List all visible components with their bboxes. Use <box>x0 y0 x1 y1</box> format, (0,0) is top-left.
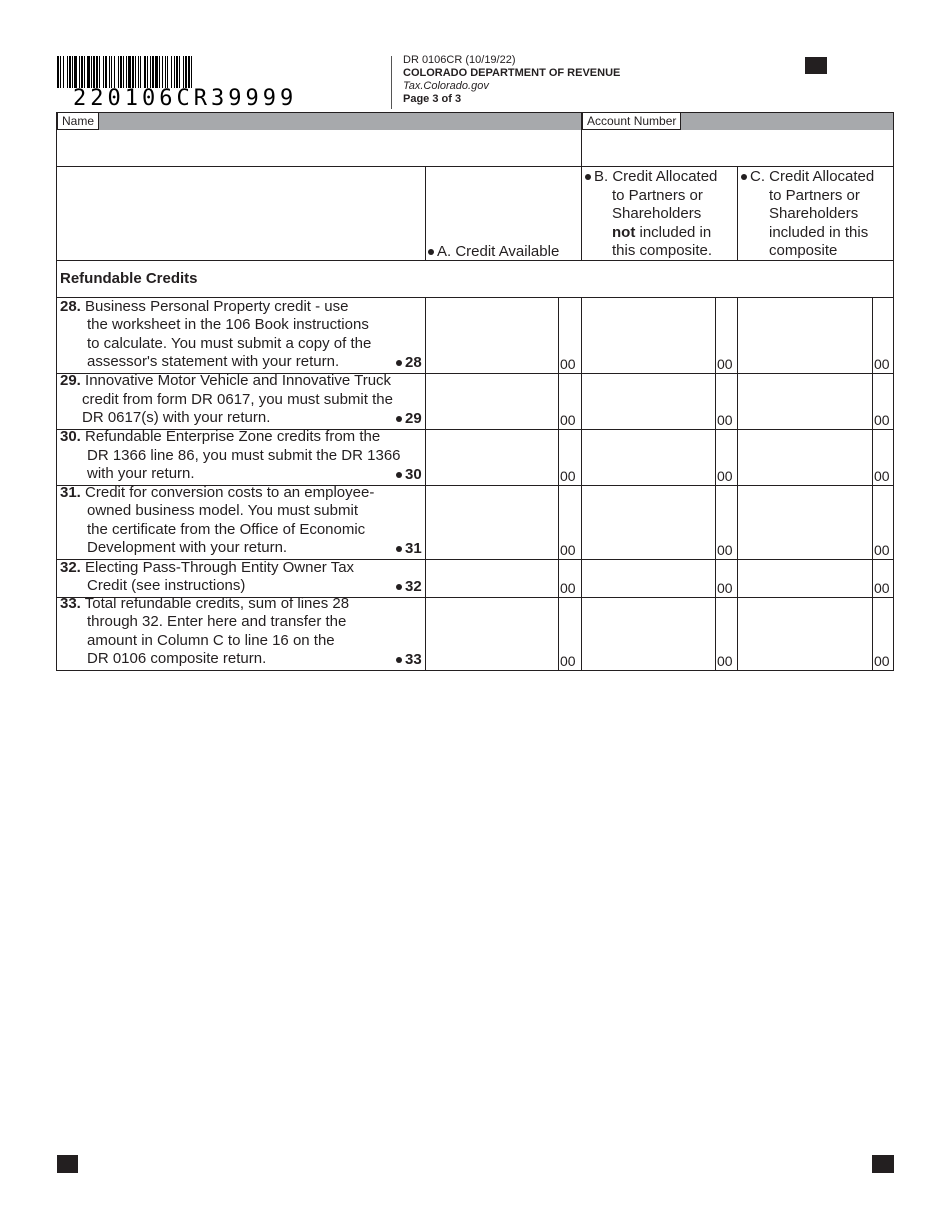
line-description: 29. Innovative Motor Vehicle and Innovative Truck credit from form DR 0617, you must submit the DR 0617(s) with your return. <box>60 372 393 427</box>
registration-mark <box>805 57 827 74</box>
column-a-header: A. Credit Available <box>428 243 559 262</box>
line-reference: 30 <box>396 466 422 484</box>
account-number-label: Account Number <box>582 112 681 130</box>
account-number-field[interactable] <box>583 130 893 166</box>
line-number: 33. <box>60 594 81 612</box>
bullet-icon <box>396 657 402 663</box>
cents-label: 00 <box>717 412 733 428</box>
line-reference: 32 <box>396 578 422 596</box>
line-reference: 28 <box>396 354 422 372</box>
bullet-icon <box>396 584 402 590</box>
column-a-amount-field[interactable] <box>426 559 558 597</box>
divider <box>715 297 716 671</box>
line-number: 29. <box>60 372 81 390</box>
cents-label: 00 <box>874 653 890 669</box>
bullet-icon <box>396 546 402 552</box>
cents-label: 00 <box>560 580 576 596</box>
cents-label: 00 <box>717 542 733 558</box>
name-label: Name <box>57 112 99 130</box>
line-number: 32. <box>60 558 81 576</box>
divider <box>737 166 738 261</box>
cents-label: 00 <box>560 653 576 669</box>
column-a-amount-field[interactable] <box>426 485 558 559</box>
column-a-amount-field[interactable] <box>426 298 558 373</box>
column-b-amount-field[interactable] <box>582 559 715 597</box>
cents-label: 00 <box>874 542 890 558</box>
cents-label: 00 <box>560 468 576 484</box>
column-c-amount-field[interactable] <box>738 373 872 429</box>
section-title: Refundable Credits <box>60 270 198 287</box>
line-description: 28. Business Personal Property credit - use the worksheet in the 106 Book instructions to calculate. You must submit a copy of the assessor's statement with your return. <box>60 297 372 371</box>
website: Tax.Colorado.gov <box>403 80 489 92</box>
cents-label: 00 <box>874 468 890 484</box>
column-b-amount-field[interactable] <box>582 429 715 485</box>
bullet-icon <box>396 416 402 422</box>
divider <box>56 166 894 167</box>
cents-label: 00 <box>560 412 576 428</box>
bullet-icon <box>396 472 402 478</box>
line-number: 31. <box>60 483 81 501</box>
column-a-amount-field[interactable] <box>426 597 558 670</box>
column-b-header: B. Credit Allocated to Partners or Shareholders not included in this composite. <box>585 168 717 261</box>
cents-label: 00 <box>874 412 890 428</box>
column-c-amount-field[interactable] <box>738 429 872 485</box>
divider <box>425 166 426 261</box>
cents-label: 00 <box>874 580 890 596</box>
divider <box>872 297 873 671</box>
divider <box>581 166 582 261</box>
divider <box>581 112 582 167</box>
line-description: 30. Refundable Enterprise Zone credits from the DR 1366 line 86, you must submit the DR 1366 with your return. <box>60 428 401 483</box>
form-id: DR 0106CR (10/19/22) <box>403 54 516 66</box>
column-c-amount-field[interactable] <box>738 559 872 597</box>
page-number: Page 3 of 3 <box>403 93 462 105</box>
table-border-right <box>893 112 894 671</box>
column-c-amount-field[interactable] <box>738 597 872 670</box>
name-field[interactable] <box>57 130 580 166</box>
barcode <box>57 56 309 88</box>
cents-label: 00 <box>560 542 576 558</box>
column-b-amount-field[interactable] <box>582 373 715 429</box>
line-description: 31. Credit for conversion costs to an employee- owned business model. You must submit the certificate from the Office of Economic Development with your return. <box>60 483 375 557</box>
column-c-amount-field[interactable] <box>738 298 872 373</box>
line-number: 30. <box>60 428 81 446</box>
column-c-header: C. Credit Allocated to Partners or Shareholders included in this composite <box>741 168 874 261</box>
column-a-amount-field[interactable] <box>426 429 558 485</box>
column-b-amount-field[interactable] <box>582 298 715 373</box>
barcode-bar <box>192 56 193 88</box>
cents-label: 00 <box>874 356 890 372</box>
cents-label: 00 <box>717 468 733 484</box>
cents-label: 00 <box>717 653 733 669</box>
cents-label: 00 <box>717 580 733 596</box>
line-number: 28. <box>60 297 81 315</box>
cents-label: 00 <box>560 356 576 372</box>
column-a-amount-field[interactable] <box>426 373 558 429</box>
registration-mark <box>57 1155 78 1173</box>
registration-mark <box>872 1155 894 1173</box>
column-c-amount-field[interactable] <box>738 485 872 559</box>
line-description: 32. Electing Pass-Through Entity Owner Tax Credit (see instructions) <box>60 558 355 595</box>
cents-label: 00 <box>717 356 733 372</box>
table-border-left <box>56 112 57 671</box>
header-divider <box>391 56 392 109</box>
divider <box>558 297 559 671</box>
divider <box>56 670 894 671</box>
line-reference: 29 <box>396 410 422 428</box>
column-b-amount-field[interactable] <box>582 597 715 670</box>
line-reference: 31 <box>396 540 422 558</box>
line-reference: 33 <box>396 651 422 669</box>
name-header-bar <box>56 112 581 130</box>
line-description: 33. Total refundable credits, sum of lines 28 through 32. Enter here and transfer the amount in Column C to line 16 on the DR 0106 composite return. <box>60 594 350 668</box>
barcode-number: 220106CR39999 <box>73 86 298 111</box>
bullet-icon <box>396 360 402 366</box>
department-name: COLORADO DEPARTMENT OF REVENUE <box>403 67 621 79</box>
column-b-amount-field[interactable] <box>582 485 715 559</box>
